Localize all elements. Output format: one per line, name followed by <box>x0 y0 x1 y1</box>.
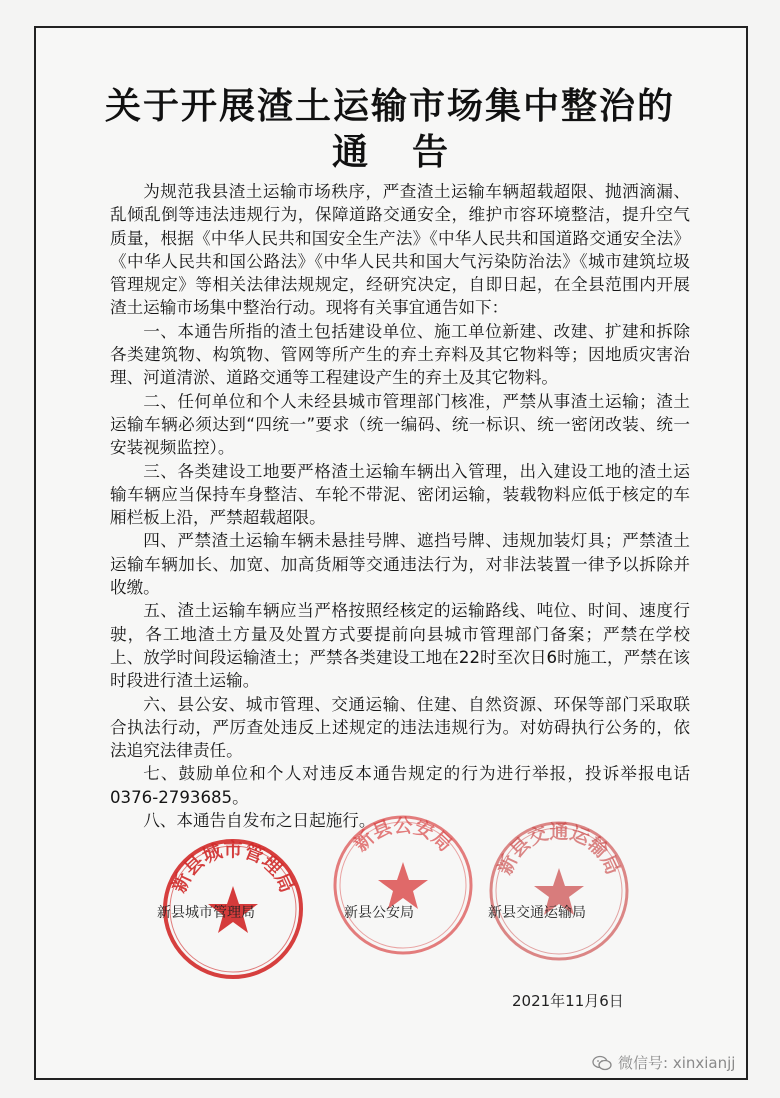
paragraph-item-3: 三、各类建设工地要严格渣土运输车辆出入管理，出入建设工地的渣土运输车辆应当保持车身整洁、车轮不带泥、密闭运输，装载物料应低于核定的车厢栏板上沿，严禁超载超限。 <box>110 461 690 528</box>
paragraph-item-2: 二、任何单位和个人未经县城市管理部门核准，严禁从事渣土运输；渣土运输车辆必须达到“四统一”要求（统一编码、统一标识、统一密闭改装、统一安装视频监控）。 <box>110 391 690 458</box>
wechat-icon <box>592 1055 612 1071</box>
paragraph-item-6: 六、县公安、城市管理、交通运输、住建、自然资源、环保等部门采取联合执法行动，严厉查处违反上述规定的违法违规行为。对妨碍执行公务的，依法追究法律责任。 <box>110 694 690 761</box>
paragraph-item-1: 一、本通告所指的渣土包括建设单位、施工单位新建、改建、扩建和拆除各类建筑物、构筑物、管网等所产生的弃土弃料及其它物料等；因地质灾害治理、河道清淤、道路交通等工程建设产生的弃土及其它物料。 <box>110 321 690 388</box>
notice-body <box>110 180 690 832</box>
notice-title-line2: 通告 <box>331 131 492 173</box>
seal-text: 新县城市管理局 <box>168 839 298 897</box>
watermark-text: 微信号: xinxianjj <box>618 1054 736 1072</box>
paragraph-item-4: 四、严禁渣土运输车辆未悬挂号牌、遮挡号牌、违规加装灯具；严禁渣土运输车辆加长、加宽、加高货厢等交通违法行为，对非法装置一律予以拆除并收缴。 <box>110 531 690 598</box>
official-seal-icon <box>330 812 476 958</box>
signature-transport: 新县交通运输局 <box>488 905 586 921</box>
watermark <box>592 1052 735 1073</box>
seal-text: 新县交通运输局 <box>494 821 624 879</box>
paragraph-item-5: 五、渣土运输车辆应当严格按照经核定的运输路线、吨位、时间、速度行驶，各工地渣土方量及处置方式要提前向县城市管理部门备案；严禁在学校上、放学时间段运输渣土；严禁各类建设工地在22时至次日6时施工，严禁在该时段进行渣土运输。 <box>110 601 690 691</box>
svg-text:新县城市管理局 <box>167 838 298 896</box>
seal-public-security <box>330 812 476 958</box>
paragraph-item-7: 七、鼓励单位和个人对违反本通告规定的行为进行举报，投诉举报电话0376-2793685。 <box>110 764 690 807</box>
paragraph-item-8: 八、本通告自发布之日起施行。 <box>143 811 376 831</box>
seal-transport <box>486 818 632 964</box>
notice-title: 关于开展渣土运输市场集中整治的 <box>104 85 675 127</box>
seal-text: 新县公安局 <box>349 815 457 857</box>
signature-city-management: 新县城市管理局 <box>157 905 255 921</box>
official-seal-icon <box>486 818 632 964</box>
svg-text:新县公安局 <box>349 815 456 856</box>
paragraph-intro: 为规范我县渣土运输市场秩序，严查渣土运输车辆超载超限、抛洒滴漏、乱倾乱倒等违法违规行为，保障道路交通安全，维护市容环境整洁，提升空气质量，根据《中华人民共和国安全生产法》《中华人民共和国道路交通安全法》《中华人民共和国公路法》《中华人民共和国大气污染防治法》《城市建筑垃圾管理规定》等相关法律法规规定，经研究决定，自即日起，在全县范围内开展渣土运输市场集中整治行动。现将有关事宜通告如下： <box>110 182 690 318</box>
issue-date: 2021年11月6日 <box>512 992 624 1010</box>
signature-public-security: 新县公安局 <box>344 905 414 921</box>
